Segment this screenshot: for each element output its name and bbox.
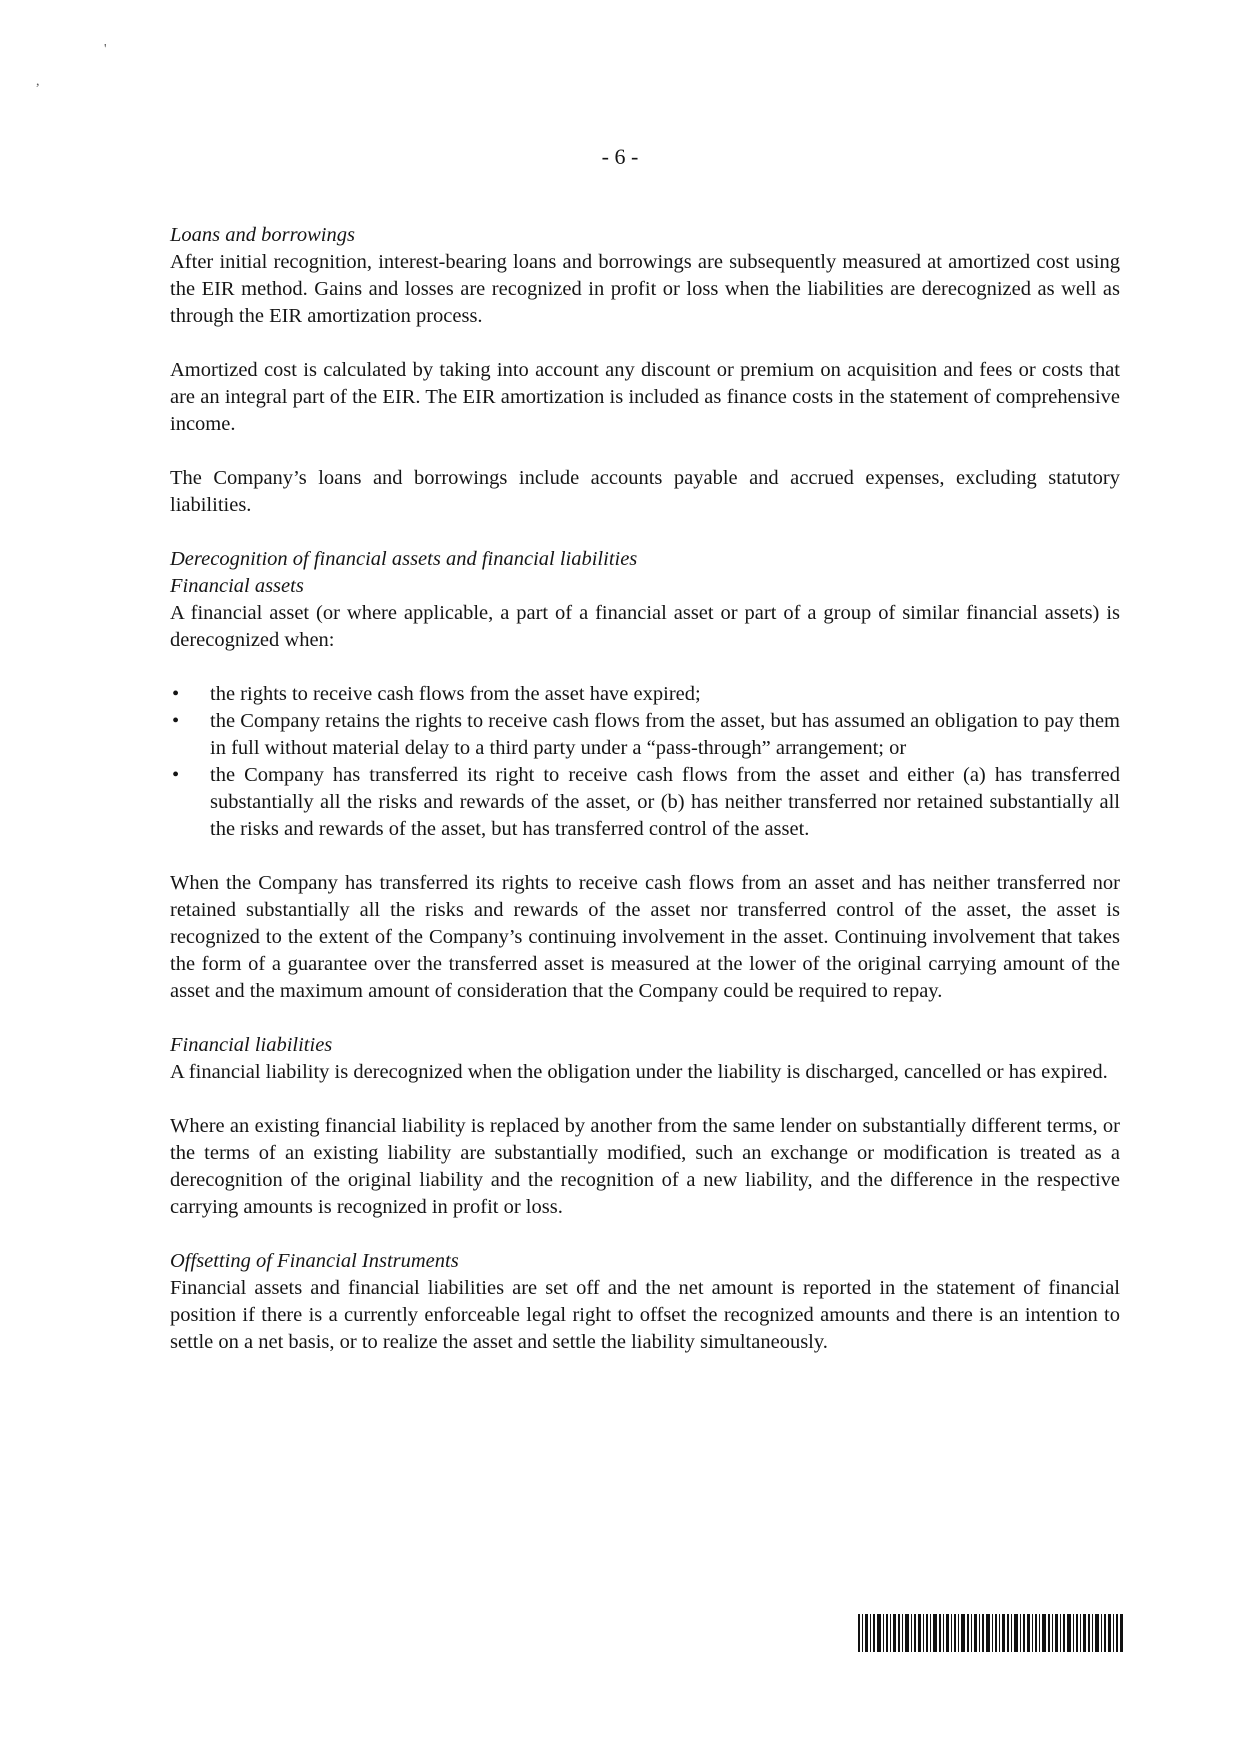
paragraph: A financial asset (or where applicable, a part of a financial asset or part of a group of similar financial assets) is derecognized when: xyxy=(170,602,1120,651)
paragraph: After initial recognition, interest-bearing loans and borrowings are subsequently measured at amortized cost using the EIR method. Gains and losses are recognized in profit or loss when the liabilities are derecognized as well as through the EIR amortization process. xyxy=(170,251,1120,327)
document-body xyxy=(170,222,1120,1356)
paragraph: A financial liability is derecognized when the obligation under the liability is discharged, cancelled or has expired. xyxy=(170,1061,1108,1083)
list-item: • the Company has transferred its right to receive cash flows from the asset and either (a) has transferred substantially all the risks and rewards of the asset, or (b) has neither transferred nor retained substantially all the risks and rewards of the asset, but has transferred control of the asset. xyxy=(170,762,1120,843)
paragraph: Financial assets and financial liabilities are set off and the net amount is reported in the statement of financial position if there is a currently enforceable legal right to offset the recognized amounts and there is an intention to settle on a net basis, or to realize the asset and settle the liability simultaneously. xyxy=(170,1277,1120,1353)
paragraph: The Company’s loans and borrowings include accounts payable and accrued expenses, excluding statutory liabilities. xyxy=(170,467,1120,516)
list-item: • the Company retains the rights to receive cash flows from the asset, but has assumed an obligation to pay them in full without material delay to a third party under a “pass-through” arrangement; or xyxy=(170,708,1120,762)
paragraph: When the Company has transferred its rights to receive cash flows from an asset and has neither transferred nor retained substantially all the risks and rewards of the asset nor transferred control of the asset, the asset is recognized to the extent of the Company’s continuing involvement in the asset. Continuing involvement that takes the form of a guarantee over the transferred asset is measured at the lower of the original carrying amount of the asset and the maximum amount of consideration that the Company could be required to repay. xyxy=(170,872,1120,1002)
page-number: - 6 - xyxy=(601,144,639,169)
section-loans xyxy=(170,222,1120,330)
section-derecognition xyxy=(170,546,1120,654)
subsection-heading: Financial liabilities xyxy=(170,1034,333,1056)
section-financial-liabilities xyxy=(170,1032,1120,1086)
scan-mark: ' xyxy=(104,42,107,57)
paragraph: Where an existing financial liability is replaced by another from the same lender on substantially different terms, or the terms of an existing liability are substantially modified, such an exchange or modification is treated as a derecognition of the original liability and the recognition of a new liability, and the difference in the respective carrying amounts is recognized in profit or loss. xyxy=(170,1115,1120,1218)
list-item: • the rights to receive cash flows from the asset have expired; xyxy=(170,681,1120,708)
scan-mark: , xyxy=(36,74,40,89)
paragraph: Amortized cost is calculated by taking into account any discount or premium on acquisition and fees or costs that are an integral part of the EIR. The EIR amortization is included as finance costs in the statement of comprehensive income. xyxy=(170,359,1120,435)
section-heading: Loans and borrowings xyxy=(170,224,355,246)
barcode-icon xyxy=(858,1614,1124,1652)
section-offsetting xyxy=(170,1248,1120,1356)
subsection-heading: Financial assets xyxy=(170,575,304,597)
section-heading: Offsetting of Financial Instruments xyxy=(170,1250,459,1272)
bullet-list xyxy=(170,681,1120,843)
section-heading: Derecognition of financial assets and financial liabilities xyxy=(170,548,638,570)
